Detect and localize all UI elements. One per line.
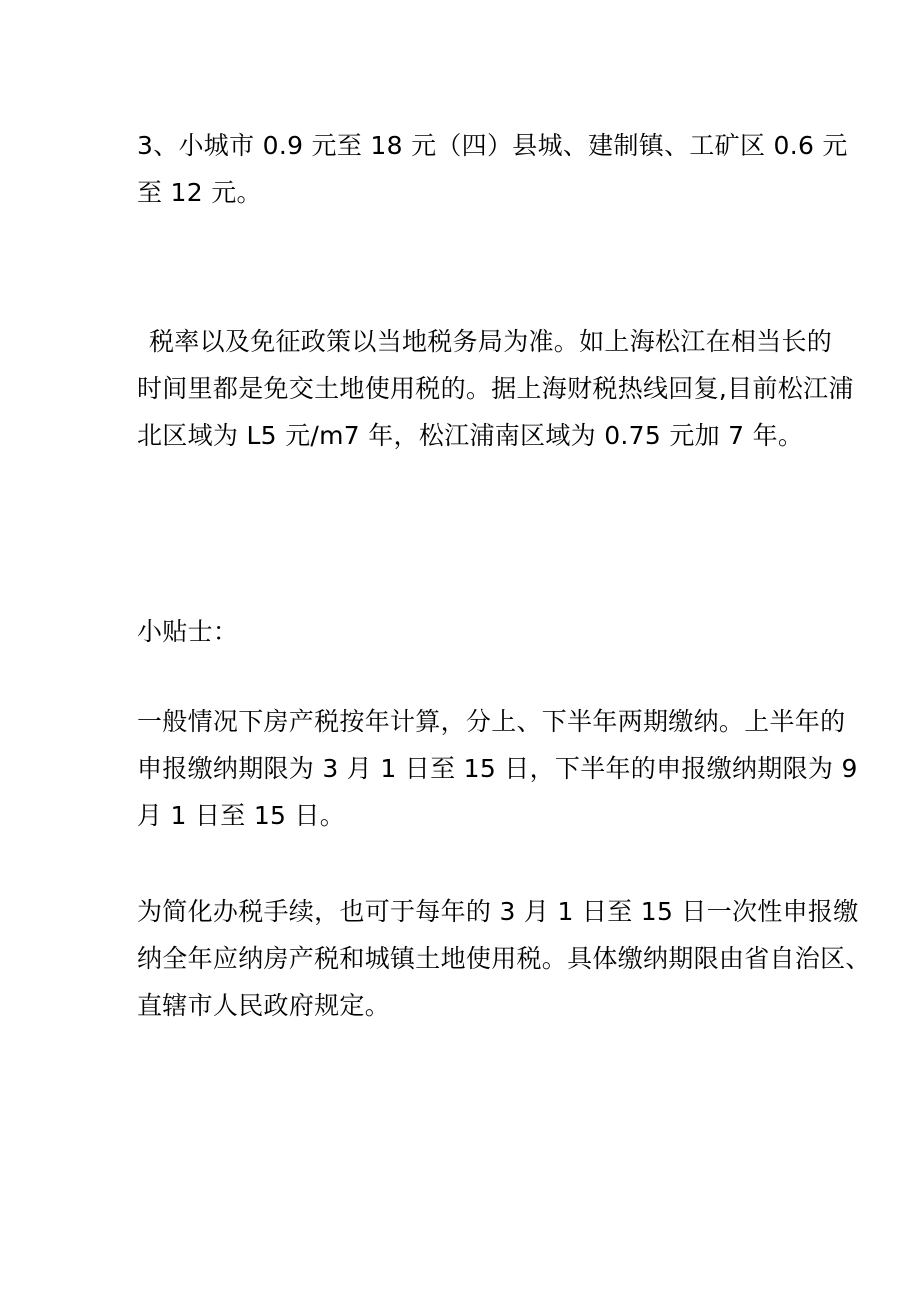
paragraph-line: 3、小城市 0.9 元至 18 元（四）县城、建制镇、工矿区 0.6 元 <box>137 131 848 160</box>
paragraph-line: 税率以及免征政策以当地税务局为准。如上海松江在相当长的 <box>149 327 833 356</box>
paragraph-line: 北区域为 L5 元∕m7 年，松江浦南区域为 0.75 元加 7 年。 <box>137 421 804 450</box>
paragraph-line: 为简化办税手续，也可于每年的 3 月 1 日至 15 日一次性申报缴 <box>137 897 859 926</box>
paragraph-payment-schedule <box>137 698 858 839</box>
paragraph-line: 纳全年应纳房产税和城镇土地使用税。具体缴纳期限由省自治区、 <box>137 944 871 973</box>
paragraph-simplified-payment <box>137 888 871 1029</box>
tips-heading <box>137 608 787 655</box>
paragraph-songjiang-note <box>137 318 854 459</box>
paragraph-line: 一般情况下房产税按年计算，分上、下半年两期缴纳。上半年的 <box>137 707 846 736</box>
paragraph-line: 直辖市人民政府规定。 <box>137 991 391 1020</box>
paragraph-line: 月 1 日至 15 日。 <box>137 801 346 830</box>
paragraph-line: 申报缴纳期限为 3 月 1 日至 15 日，下半年的申报缴纳期限为 9 <box>137 754 858 783</box>
paragraph-line: 时间里都是免交土地使用税的。据上海财税热线回复,目前松江浦 <box>137 374 854 403</box>
paragraph-line: 至 12 元。 <box>137 178 262 207</box>
paragraph-line: 小贴士： <box>137 617 239 646</box>
paragraph-rate-small-city <box>137 122 848 216</box>
